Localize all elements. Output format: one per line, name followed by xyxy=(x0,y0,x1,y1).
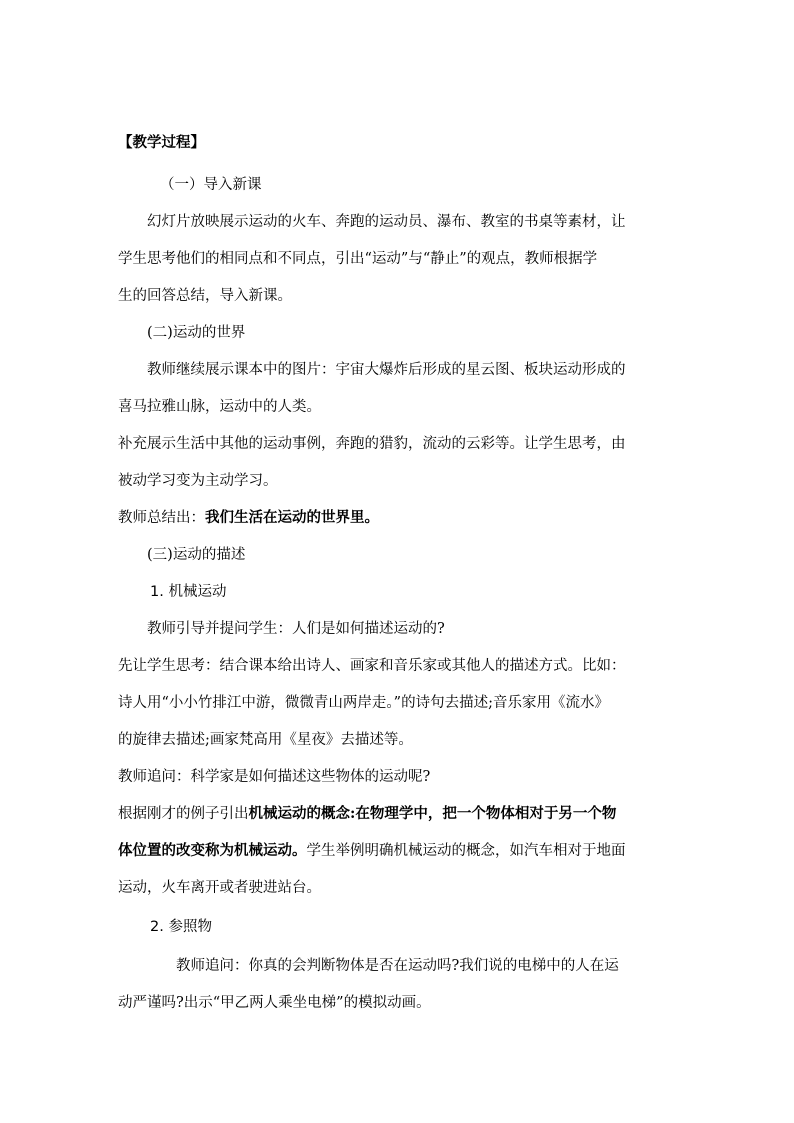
paragraph-line: 被动学习变为主动学习。 xyxy=(118,473,278,489)
paragraph-line: 学生思考他们的相同点和不同点，引出“运动”与“静止”的观点，教师根据学 xyxy=(118,251,598,267)
paragraph-line xyxy=(118,508,379,528)
paragraph-line: 的旋律去描述;画家梵高用《星夜》去描述等。 xyxy=(118,732,413,748)
section-title: (二)运动的世界 xyxy=(147,325,246,341)
paragraph-line xyxy=(118,841,626,861)
section-title: （一）导入新课 xyxy=(160,177,262,193)
paragraph-line: 教师引导并提问学生：人们是如何描述运动的? xyxy=(147,621,445,637)
section-title: (三)运动的描述 xyxy=(147,547,246,563)
paragraph-line: 生的回答总结，导入新课。 xyxy=(118,288,292,304)
paragraph-line: 教师继续展示课本中的图片：宇宙大爆炸后形成的星云图、板块运动形成的 xyxy=(147,362,626,378)
emphasis-text: 体位置的改变称为机械运动。 xyxy=(118,842,307,859)
text-run: 学生举例明确机械运动的概念，如汽车相对于地面 xyxy=(306,843,626,859)
emphasis-text: 机械运动的概念:在物理学中，把一个物体相对于另一个物 xyxy=(248,805,617,822)
emphasis-text: 我们生活在运动的世界里。 xyxy=(205,509,379,526)
paragraph-line: 幻灯片放映展示运动的火车、奔跑的运动员、瀑布、教室的书桌等素材，让 xyxy=(147,214,626,230)
text-run: 教师总结出： xyxy=(118,510,205,526)
paragraph-line: 喜马拉雅山脉，运动中的人类。 xyxy=(118,399,321,415)
paragraph-line: 诗人用“小小竹排江中游，微微青山两岸走。”的诗句去描述;音乐家用《流水》 xyxy=(118,695,609,711)
paragraph-line: 动严谨吗?出示“甲乙两人乘坐电梯”的模拟动画。 xyxy=(118,995,431,1011)
subsection-title: 2. 参照物 xyxy=(150,919,212,935)
paragraph-line: 教师追问：科学家是如何描述这些物体的运动呢? xyxy=(118,769,431,785)
subsection-title: 1. 机械运动 xyxy=(150,584,227,600)
heading: 【教学过程】 xyxy=(118,134,205,151)
paragraph-line: 运动，火车离开或者驶进站台。 xyxy=(118,880,321,896)
paragraph-line: 教师追问：你真的会判断物体是否在运动吗?我们说的电梯中的人在运 xyxy=(176,958,619,974)
paragraph-line: 补充展示生活中其他的运动事例，奔跑的猎豹，流动的云彩等。让学生思考，由 xyxy=(118,436,626,452)
paragraph-line: 先让学生思考：结合课本给出诗人、画家和音乐家或其他人的描述方式。比如： xyxy=(118,658,626,674)
text-run: 根据刚才的例子引出 xyxy=(118,806,249,822)
paragraph-line xyxy=(118,804,616,824)
